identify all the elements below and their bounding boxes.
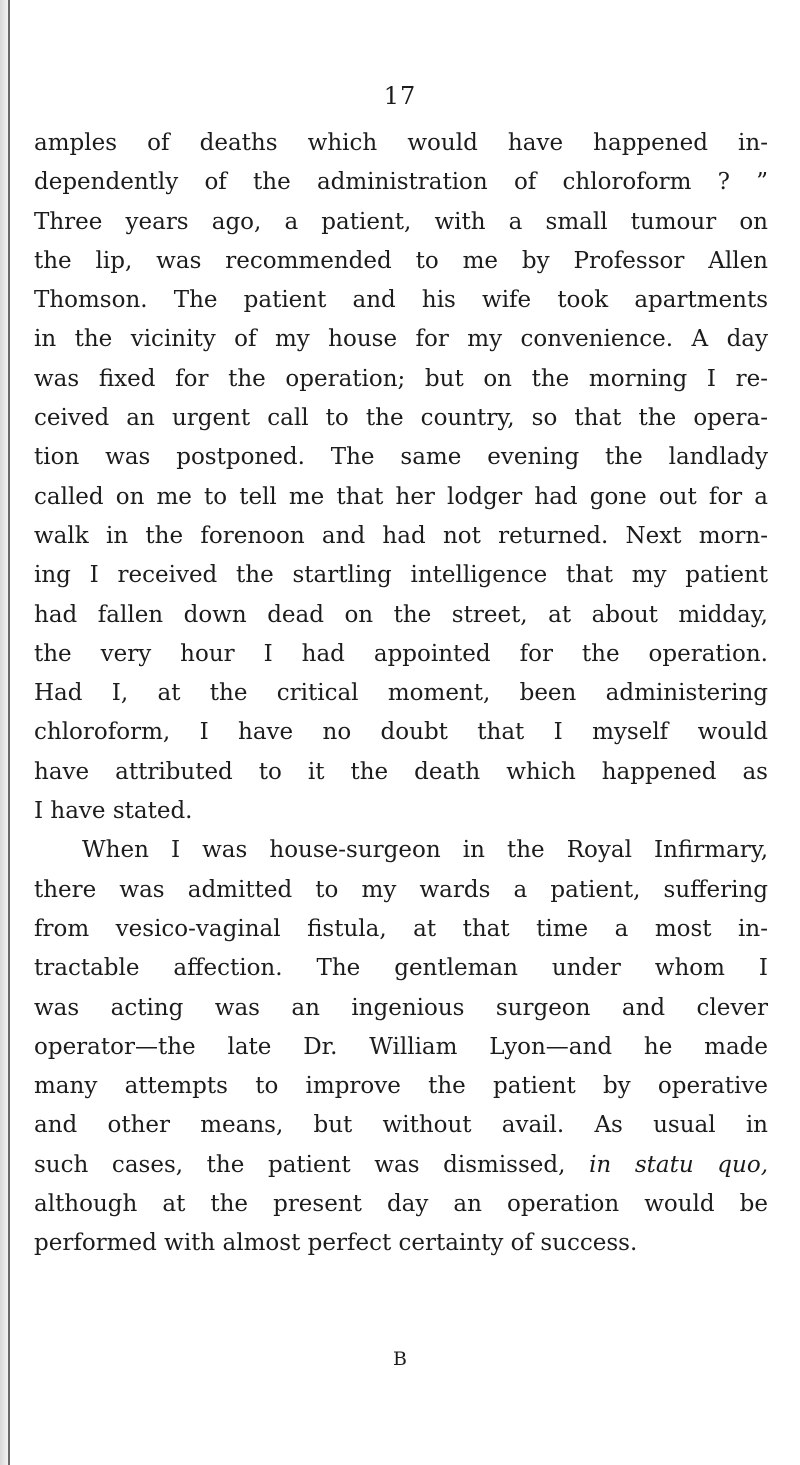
page-binding-edge [0,0,10,1465]
text-line: Had I, at the critical moment, been administering [34,680,768,707]
text-line: have attributed to it the death which happened as [34,758,768,785]
text-line: although at the present day an operation would be [34,1191,768,1218]
text-line: operator—the late Dr. William Lyon—and he made [34,1033,768,1060]
text-line: there was admitted to my wards a patient, suffering [34,876,768,903]
text-line: tractable affection. The gentleman under whom I [34,955,768,982]
body-text [34,124,768,1264]
text-line: ing I received the startling intelligence that my patient [34,562,768,589]
text-line: had fallen down dead on the street, at about midday, [34,601,768,628]
text-line: I have stated. [34,798,193,825]
text-line: Thomson. The patient and his wife took apartments [34,287,768,314]
text-line: many attempts to improve the patient by operative [34,1073,768,1100]
line-text: such cases, the patient was dismissed, [34,1151,566,1178]
text-line: from vesico-vaginal fistula, at that time a most in- [34,915,768,942]
italic-phrase: in statu quo, [589,1151,769,1178]
paragraph-start-line: When I was house-surgeon in the Royal Infirmary, [82,837,768,864]
signature-mark: B [393,1348,407,1370]
page-number: 17 [383,82,417,110]
text-line: was fixed for the operation; but on the morning I re- [34,365,768,392]
text-line: dependently of the administration of chloroform ? ” [34,169,768,196]
text-line-with-italic [34,1146,768,1185]
text-line: chloroform, I have no doubt that I myself would [34,719,768,746]
text-line: Three years ago, a patient, with a small tumour on [34,208,768,235]
text-line: walk in the forenoon and had not returned. Next morn- [34,522,768,549]
text-line: the lip, was recommended to me by Professor Allen [34,247,768,274]
text-line: called on me to tell me that her lodger had gone out for a [34,483,768,510]
text-line: amples of deaths which would have happened in- [34,130,768,156]
text-line: the very hour I had appointed for the operation. [34,640,768,667]
text-line: in the vicinity of my house for my convenience. A day [34,326,768,353]
text-line: ceived an urgent call to the country, so that the opera- [34,405,768,432]
text-line: performed with almost perfect certainty of success. [34,1230,638,1257]
text-line: was acting was an ingenious surgeon and clever [34,994,768,1021]
text-line: tion was postponed. The same evening the landlady [34,444,768,471]
text-line: and other means, but without avail. As usual in [34,1112,768,1139]
